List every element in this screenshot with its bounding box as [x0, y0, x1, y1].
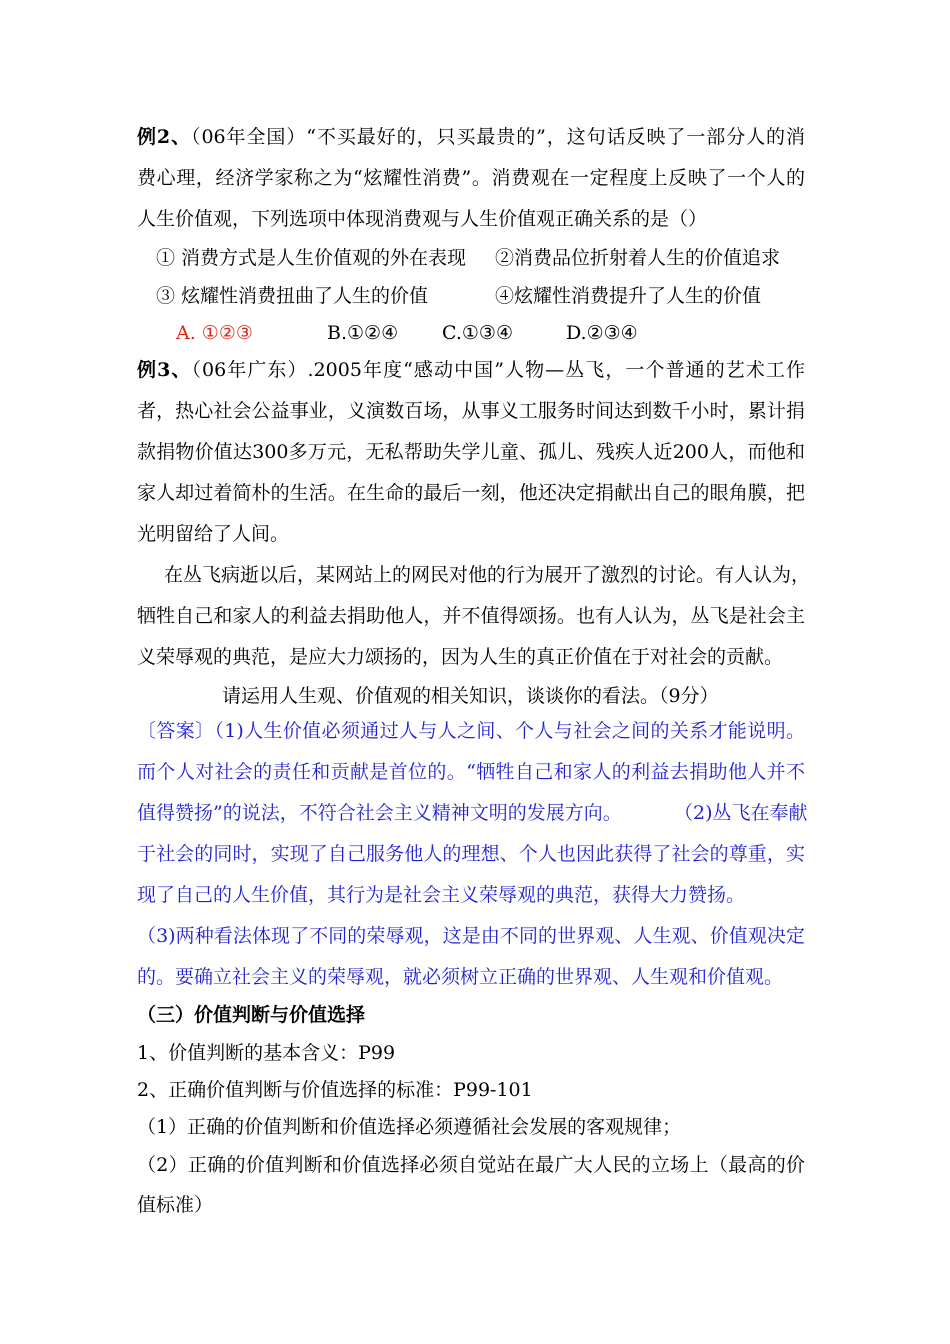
statement-4: ④炫耀性消费提升了人生的价值 [495, 285, 762, 307]
section3-item-2: 2、正确价值判断与价值选择的标准：P99-101 [137, 1079, 533, 1101]
example2-text: （06年全国）“不买最好的，只买最贵的”，这句话反映了一部分人的消 [191, 126, 805, 148]
statement-2: ②消费品位折射着人生的价值追求 [495, 247, 781, 269]
example3-line-5: 光明留给了人间。 [137, 523, 290, 545]
example2-line-1 [137, 125, 805, 149]
example3-label: 例3、 [137, 359, 192, 381]
answer-line-2: 而个人对社会的责任和贡献是首位的。“牺牲自己和家人的利益去捐助他人并不 [137, 761, 805, 783]
answer-line-7: 的。要确立社会主义的荣辱观，就必须树立正确的世界观、人生观和价值观。 [137, 966, 784, 988]
answer-line-3: 值得赞扬”的说法，不符合社会主义精神文明的发展方向。 [137, 802, 622, 824]
section3-item-1: 1、价值判断的基本含义：P99 [137, 1042, 396, 1064]
option-c: C.①③④ [442, 322, 513, 344]
answer-line-6: （3)两种看法体现了不同的荣辱观，这是由不同的世界观、人生观、价值观决定 [137, 925, 805, 947]
answer-line-1: 〔答案〕（1)人生价值必须通过人与人之间、个人与社会之间的关系才能说明。 [137, 720, 805, 742]
example3-line-1 [137, 358, 805, 382]
example3-line-2: 者，热心社会公益事业，义演数百场，从事义工服务时间达到数千小时，累计捐 [137, 400, 805, 422]
option-a-answer: A. ①②③ [176, 322, 253, 344]
statement-3: ③ 炫耀性消费扭曲了人生的价值 [156, 285, 429, 307]
answer-line-4: 于社会的同时，实现了自己服务他人的理想、个人也因此获得了社会的尊重，实 [137, 843, 805, 865]
example3-para2-line-2: 牺牲自己和家人的利益去捐助他人，并不值得颂扬。也有人认为，丛飞是社会主 [137, 605, 805, 627]
option-d: D.②③④ [566, 322, 638, 344]
example3-question: 请运用人生观、价值观的相关知识，谈谈你的看法。（9分） [222, 685, 719, 707]
statement-1: ① 消费方式是人生价值观的外在表现 [156, 247, 467, 269]
example3-line-3: 款捐物价值达300多万元，无私帮助失学儿童、孤儿、残疾人近200人，而他和 [137, 441, 805, 463]
section3-item-4: （2）正确的价值判断和价值选择必须自觉站在最广大人民的立场上（最高的价 [137, 1154, 805, 1176]
answer-line-5: 现了自己的人生价值，其行为是社会主义荣辱观的典范，获得大力赞扬。 [137, 884, 746, 906]
example3-text: （06年广东）.2005年度“感动中国”人物—丛飞，一个普通的艺术工作 [191, 359, 805, 381]
example3-para2-line-3: 义荣辱观的典范，是应大力颂扬的，因为人生的真正价值在于对社会的贡献。 [137, 646, 784, 668]
section3-heading: （三）价值判断与价值选择 [137, 1004, 366, 1026]
example2-label: 例2、 [137, 126, 192, 148]
example3-line-4: 家人却过着简朴的生活。在生命的最后一刻，他还决定捐献出自己的眼角膜，把 [137, 482, 805, 504]
example2-line-2: 费心理，经济学家称之为“炫耀性消费”。消费观在一定程度上反映了一个人的 [137, 167, 805, 189]
section3-item-4-cont: 值标准） [137, 1194, 214, 1216]
option-b: B.①②④ [327, 322, 399, 344]
example2-line-3: 人生价值观，下列选项中体现消费观与人生价值观正确关系的是（） [137, 208, 708, 230]
section3-item-3: （1）正确的价值判断和价值选择必须遵循社会发展的客观规律； [137, 1116, 682, 1138]
answer-line-3b: （2)丛飞在奉献 [674, 802, 808, 824]
example3-para2-line-1: 在丛飞病逝以后，某网站上的网民对他的行为展开了激烈的讨论。有人认为， [164, 564, 811, 586]
